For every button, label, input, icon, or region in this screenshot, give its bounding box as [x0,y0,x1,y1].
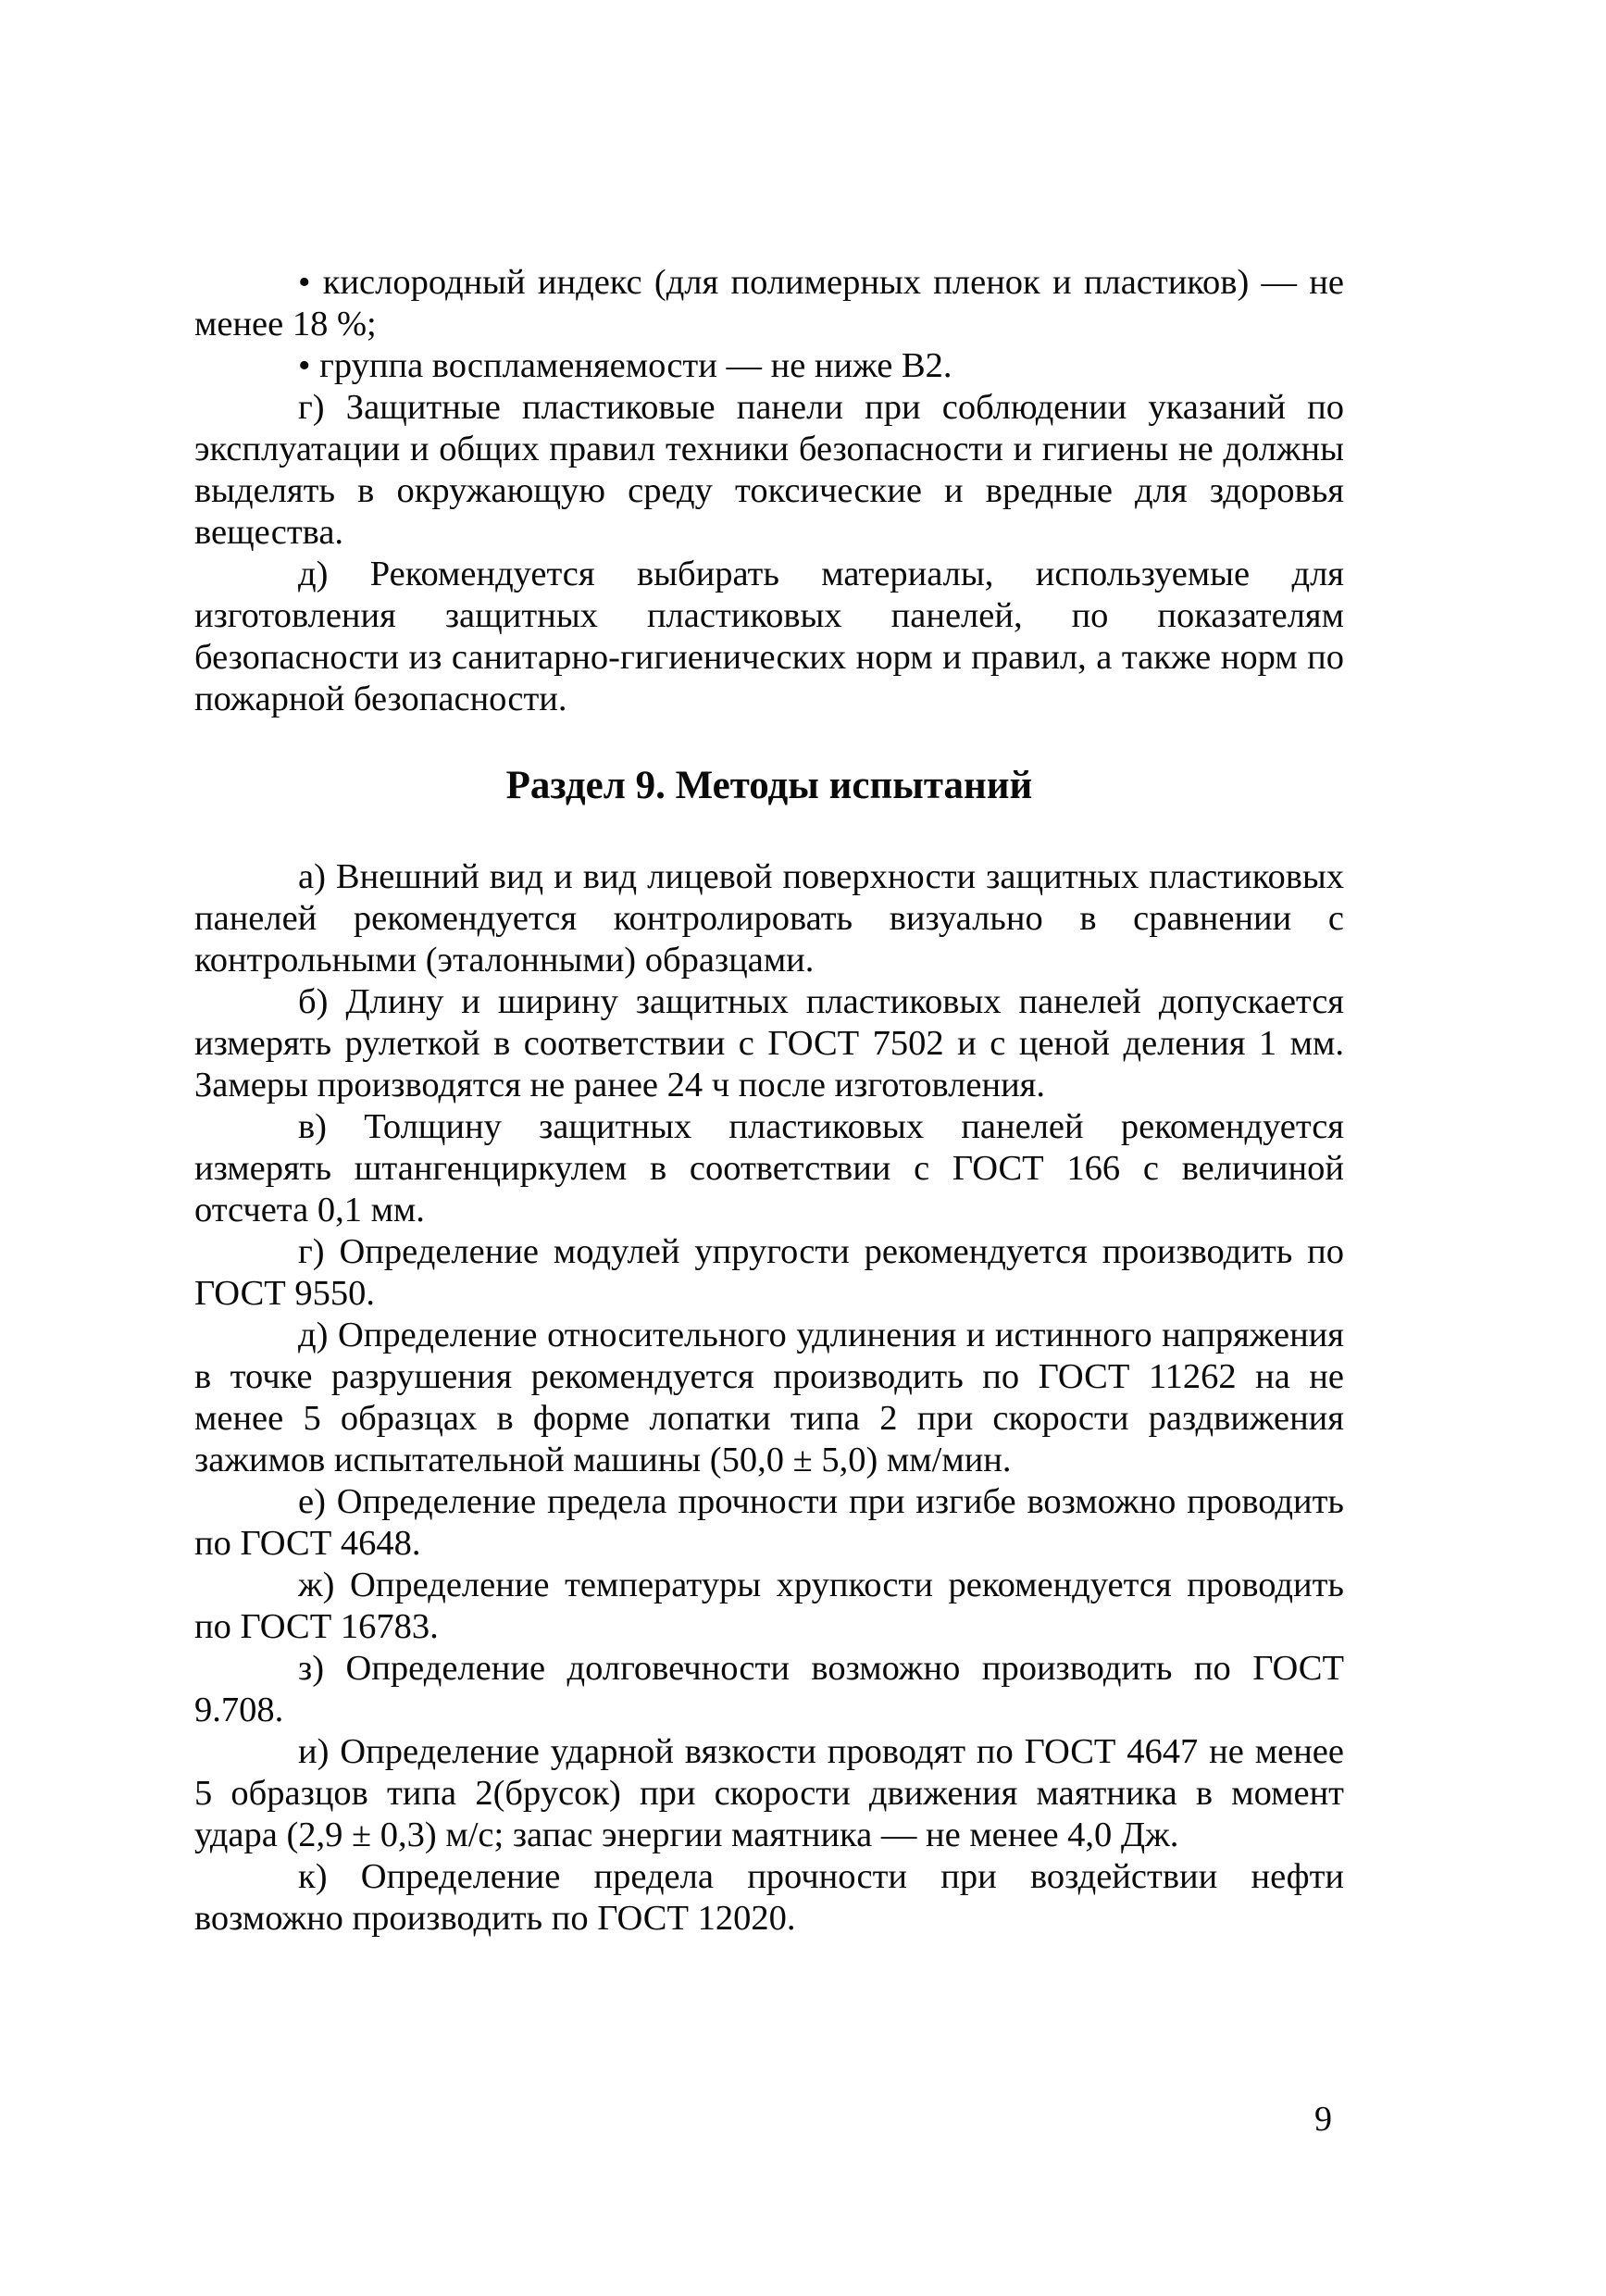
page-number: 9 [1314,2100,1332,2139]
method-b-length-width: б) Длину и ширину защитных пластиковых панелей допускается измерять рулеткой в соответствии с ГОСТ 7502 и с ценой деления 1 мм. Замеры производятся не ранее 24 ч после изготовления. [194,982,1344,1104]
bullet-oxygen-index: • кислородный индекс (для полимерных пленок и пластиков) — не менее 18 %; [194,263,1344,343]
method-d-elongation: д) Определение относительного удлинения и истинного напряжения в точке разрушения рекомендуется производить по ГОСТ 11262 на не менее 5 образцах в форме лопатки типа 2 при скорости раздвижения зажимов испытательной машины (50,0 ± 5,0) мм/мин. [194,1316,1344,1479]
bullet-flammability-group: • группа воспламеняемости — не ниже В2. [298,346,952,385]
method-a-appearance: а) Внешний вид и вид лицевой поверхности защитных пластиковых панелей рекомендуется контролировать визуально в сравнении с контрольными (эталонными) образцами. [194,857,1344,980]
paragraph-d-materials: д) Рекомендуется выбирать материалы, используемые для изготовления защитных пластиковых панелей, по показателям безопасности из санитарно-гигиенических норм и правил, а также норм по пожарной безопасности. [194,555,1344,718]
section-title: Раздел 9. Методы испытаний [505,764,1033,807]
paragraph-g-toxicity: г) Защитные пластиковые панели при соблюдении указаний по эксплуатации и общих правил техники безопасности и гигиены не должны выделять в окружающую среду токсические и вредные для здоровья вещества. [194,388,1344,552]
method-g-elastic-modulus: г) Определение модулей упругости рекомендуется производить по ГОСТ 9550. [194,1232,1344,1313]
method-e-bending-strength: е) Определение предела прочности при изгибе возможно проводить по ГОСТ 4648. [194,1482,1344,1563]
method-v-thickness: в) Толщину защитных пластиковых панелей рекомендуется измерять штангенциркулем в соответствии с ГОСТ 166 с величиной отсчета 0,1 мм. [194,1107,1344,1229]
method-k-oil-resistance: к) Определение предела прочности при воздействии нефти возможно производить по ГОСТ 12020. [194,1857,1344,1938]
method-zh-brittleness: ж) Определение температуры хрупкости рекомендуется проводить по ГОСТ 16783. [194,1566,1344,1646]
page-body [194,262,1344,1940]
method-i-impact-strength: и) Определение ударной вязкости проводят по ГОСТ 4647 не менее 5 образцов типа 2(брусок) при скорости движения маятника в момент удара (2,9 ± 0,3) м/с; запас энергии маятника — не менее 4,0 Дж. [194,1732,1344,1854]
method-z-durability: з) Определение долговечности возможно производить по ГОСТ 9.708. [194,1649,1344,1729]
